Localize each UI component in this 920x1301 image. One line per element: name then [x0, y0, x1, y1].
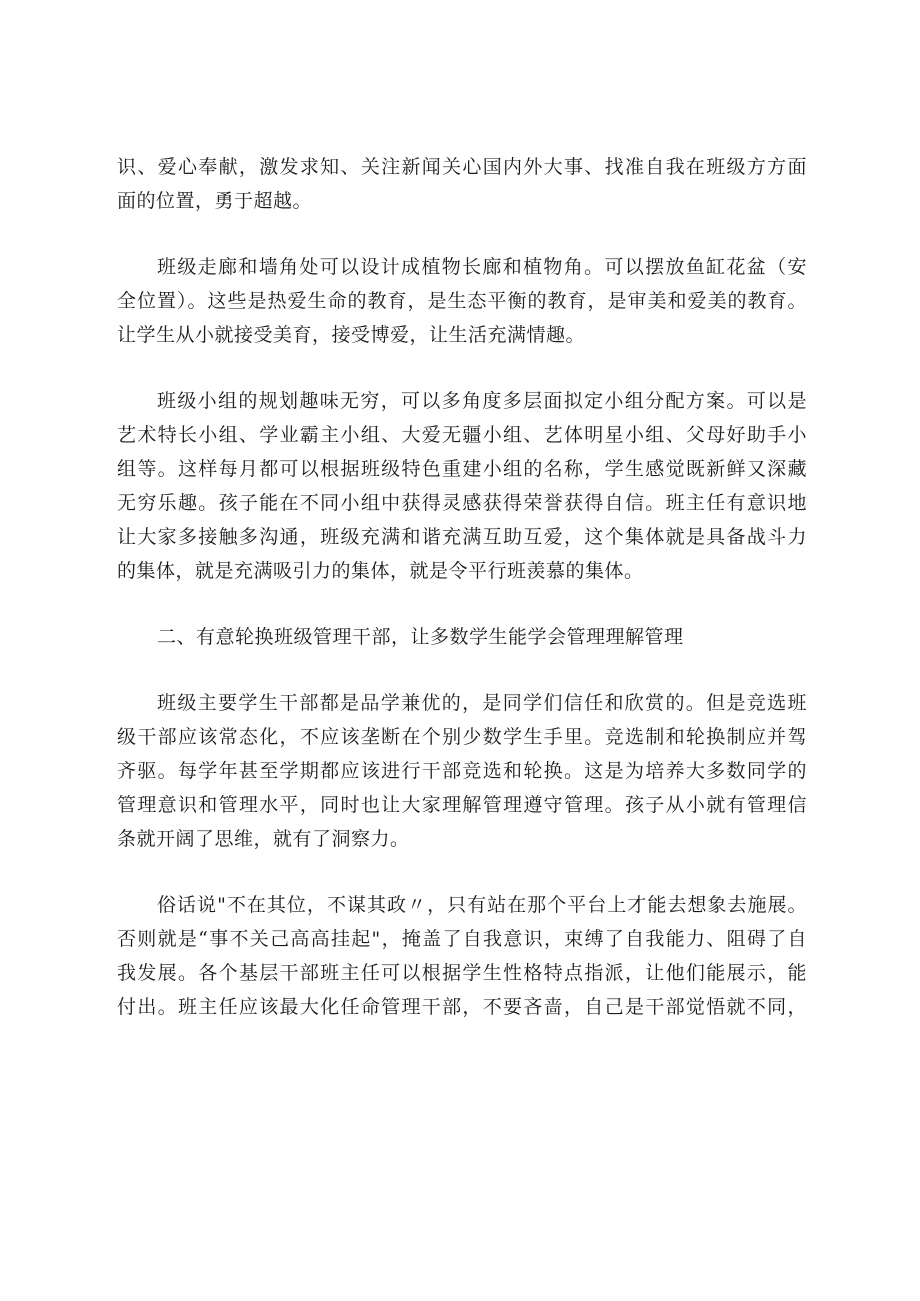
text-line: 二、有意轮换班级管理干部，让多数学生能学会管理理解管理 [157, 626, 684, 648]
text-line: 付出。班主任应该最大化任命管理干部，不要吝啬，自己是干部觉悟就不同， [117, 996, 807, 1018]
text-line: 级干部应该常态化，不应该垄断在个别少数学生手里。竞选制和轮换制应并驾 [117, 726, 807, 748]
text-line: 齐驱。每学年甚至学期都应该进行干部竞选和轮换。这是为培养大多数同学的 [117, 760, 807, 782]
paragraph [117, 250, 807, 352]
text-line: 面的位置，勇于超越。 [117, 190, 313, 212]
paragraph [117, 888, 807, 1024]
text-line: 俗话说"不在其位，不谋其政〃，只有站在那个平台上才能去想象去施展。 [157, 894, 807, 916]
text-line: 管理意识和管理水平，同时也让大家理解管理遵守管理。孩子从小就有管理信 [117, 794, 807, 816]
text-line: 识、爱心奉献，激发求知、关注新闻关心国内外大事、找准自我在班级方方面 [117, 156, 807, 178]
text-line: 我发展。各个基层干部班主任可以根据学生性格特点指派，让他们能展示，能 [117, 962, 807, 984]
text-line: 让大家多接触多沟通，班级充满和谐充满互助互爱，这个集体就是具备战斗力 [117, 526, 807, 548]
text-line: 无穷乐趣。孩子能在不同小组中获得灵感获得荣誉获得自信。班主任有意识地 [117, 492, 807, 514]
text-line: 班级主要学生干部都是品学兼优的，是同学们信任和欣赏的。但是竞选班 [157, 692, 807, 714]
text-line: 班级走廊和墙角处可以设计成植物长廊和植物角。可以摆放鱼缸花盆（安 [157, 256, 807, 278]
document-body [117, 150, 807, 1056]
text-line: 让学生从小就接受美育，接受博爱，让生活充满情趣。 [117, 324, 586, 346]
text-line: 的集体，就是充满吸引力的集体，就是令平行班羡慕的集体。 [117, 560, 644, 582]
paragraph [117, 620, 807, 654]
text-line: 组等。这样每月都可以根据班级特色重建小组的名称，学生感觉既新鲜又深藏 [117, 458, 807, 480]
text-line: 条就开阔了思维，就有了洞察力。 [117, 828, 410, 850]
paragraph [117, 384, 807, 588]
text-line: 否则就是“事不关己高高挂起"，掩盖了自我意识，束缚了自我能力、阻碍了自 [117, 928, 807, 950]
text-line: 艺术特长小组、学业霸主小组、大爱无疆小组、艺体明星小组、父母好助手小 [117, 424, 807, 446]
paragraph [117, 150, 807, 218]
text-line: 全位置）。这些是热爱生命的教育，是生态平衡的教育，是审美和爱美的教育。 [117, 290, 807, 312]
text-line: 班级小组的规划趣味无穷，可以多角度多层面拟定小组分配方案。可以是 [157, 390, 807, 412]
paragraph [117, 686, 807, 856]
